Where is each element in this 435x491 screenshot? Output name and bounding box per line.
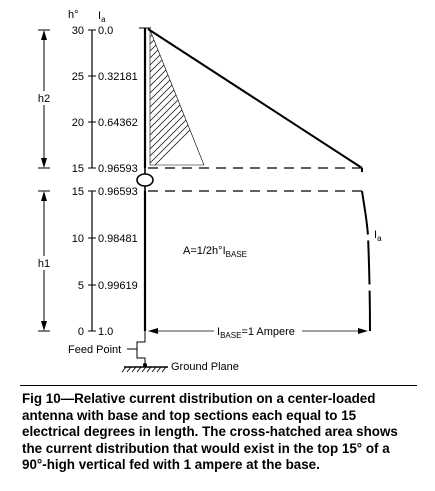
bottom-i-15: 0.96593	[98, 186, 138, 198]
bottom-h-5: 5	[77, 280, 84, 292]
area-formula: $A=1/2h^\circ I_{BASE}$	[183, 245, 247, 259]
bottom-h-10: 10	[71, 233, 84, 245]
bottom-h-15: 15	[71, 186, 84, 198]
top-h-30: 30	[71, 25, 84, 37]
ibase-arrow-right	[358, 328, 368, 334]
h1-label: h1	[37, 258, 51, 270]
h2-arrow-top	[41, 30, 47, 40]
bottom-current-curve	[362, 191, 370, 331]
bottom-i-5: 0.99619	[98, 280, 138, 292]
current-header: $I_a$	[98, 10, 106, 24]
top-i-15: 0.96593	[98, 163, 138, 175]
cross-hatched-area	[150, 0, 400, 170]
feed-point-label: Feed Point	[68, 344, 122, 356]
h1-arrow-bottom	[41, 321, 47, 331]
h2-label: h2	[37, 93, 51, 105]
top-i-25: 0.32181	[98, 71, 138, 83]
feed-lead	[137, 331, 145, 365]
ground-plane-label: Ground Plane	[171, 361, 239, 373]
h2-arrow-bottom	[41, 158, 47, 168]
bottom-h-0: 0	[77, 326, 84, 338]
bottom-i-10: 0.98481	[98, 233, 138, 245]
top-h-15: 15	[71, 163, 84, 175]
ia-curve-label: $I_a$	[374, 229, 382, 243]
loading-coil	[137, 174, 153, 186]
top-i-30: 0.0	[98, 25, 114, 37]
ibase-arrow-left	[148, 328, 158, 334]
h1-arrow-top	[41, 191, 47, 201]
h-degrees-header: h°	[68, 9, 79, 21]
top-h-20: 20	[71, 117, 84, 129]
top-i-20: 0.64362	[98, 117, 138, 129]
top-current-curve	[148, 29, 362, 168]
top-h-25: 25	[71, 71, 84, 83]
bottom-i-0: 1.0	[98, 326, 114, 338]
ibase-label: $I_{BASE}=1$ Ampere	[217, 326, 295, 340]
caption-divider	[20, 385, 417, 386]
cross-hatched-area-outline	[150, 30, 204, 165]
figure-caption: Fig 10—Relative current distribution on a center-loaded antenna with base and top sections each equal to 15 electrical degrees in length. The cross-hatched area shows the current distribution that would exist in the top 15° of a 90°-high vertical fed with 1 ampere at the base.	[22, 391, 398, 472]
